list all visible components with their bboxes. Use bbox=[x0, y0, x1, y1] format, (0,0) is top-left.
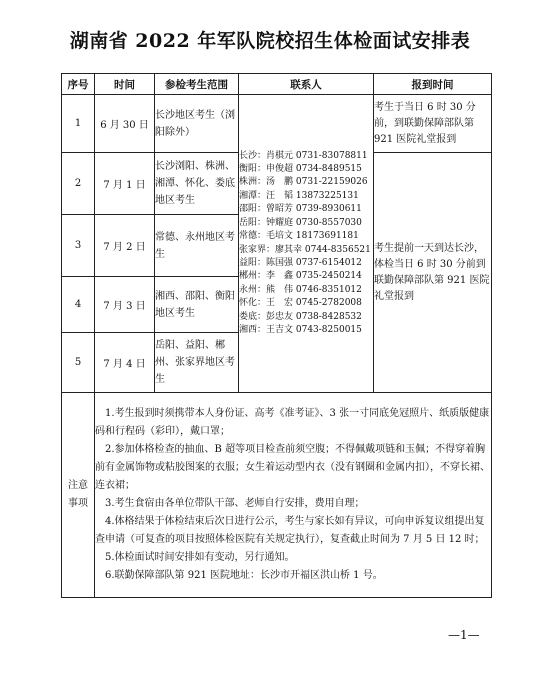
note-item: 4.体格结果于体检结束后次日进行公示，考生与家长如有异议，可向申诉复议组提出复查申请（可复查的项目按照体检医院有关规定执行），复查截止时间为 7 月 5 日 12 时； bbox=[95, 516, 485, 545]
page-number: —1— bbox=[448, 628, 480, 642]
note-item: 2.参加体格检查的抽血、B 超等项目检查前须空腹；不得佩戴项链和玉佩；不得穿着胸前有金属饰物或粘胶图案的衣服；女生着运动型内衣（没有钢圈和金属内扣），不穿长裙、连衣裙； bbox=[95, 444, 490, 491]
row-scope: 长沙浏阳、株洲、湘潭、怀化、娄底地区考生 bbox=[155, 153, 239, 215]
contact-line: 怀化：王 宏 0745-2782008 bbox=[239, 298, 362, 309]
schedule-table bbox=[61, 73, 492, 598]
row-scope: 湘西、邵阳、衡阳地区考生 bbox=[155, 277, 239, 333]
notes-content bbox=[95, 393, 492, 598]
header-no: 序号 bbox=[62, 74, 95, 95]
contact-line: 益阳：陈国强 0737-6154012 bbox=[239, 257, 362, 268]
row-date: 7 月 4 日 bbox=[95, 333, 155, 393]
page-title: 湖南省 2022 年军队院校招生体检面试安排表 bbox=[69, 30, 471, 52]
notes-label: 注意 事项 bbox=[62, 393, 95, 598]
contact-line: 邵阳：曾昭芳 0739-8930611 bbox=[239, 204, 362, 215]
contacts-cell bbox=[239, 95, 374, 393]
row-date: 7 月 2 日 bbox=[95, 215, 155, 277]
header-scope: 参检考生范围 bbox=[155, 74, 239, 95]
contact-line: 张家界：廖其幸 0744-8356521 bbox=[239, 244, 371, 255]
row-scope: 常德、永州地区考生 bbox=[155, 215, 239, 277]
note-item: 6.联勤保障部队第 921 医院地址：长沙市开福区洪山桥 1 号。 bbox=[105, 570, 383, 581]
report-time-day1: 考生于当日 6 时 30 分前，到联勤保障部队第 921 医院礼堂报到 bbox=[374, 95, 492, 153]
contact-line: 湘潭：汪 韬 13873225131 bbox=[239, 190, 359, 201]
row-no: 3 bbox=[62, 215, 95, 277]
row-scope: 岳阳、益阳、郴州、张家界地区考生 bbox=[155, 333, 239, 393]
header-time: 时间 bbox=[95, 74, 155, 95]
notes-row bbox=[62, 393, 492, 598]
row-no: 4 bbox=[62, 277, 95, 333]
contact-line: 衡阳：申俊超 0734-8489515 bbox=[239, 164, 362, 175]
header-contacts: 联系人 bbox=[239, 74, 374, 95]
contact-line: 株洲：汤 鹏 0731-22159026 bbox=[239, 177, 368, 188]
contact-line: 永州：熊 伟 0746-8351012 bbox=[239, 284, 362, 295]
contact-line: 长沙：肖棋元 0731-83078811 bbox=[239, 150, 368, 161]
report-time-other-days: 考生提前一天到达长沙，体检当日 6 时 30 分前到联勤保障部队第 921 医院礼堂报到 bbox=[374, 153, 492, 393]
table-header-row bbox=[62, 74, 492, 95]
table-row bbox=[62, 95, 492, 153]
row-no: 1 bbox=[62, 95, 95, 153]
row-date: 7 月 3 日 bbox=[95, 277, 155, 333]
row-no: 5 bbox=[62, 333, 95, 393]
contact-line: 郴州：李 鑫 0735-2450214 bbox=[239, 271, 362, 282]
note-item: 5.体检面试时间安排如有变动，另行通知。 bbox=[105, 552, 295, 563]
contact-line: 岳阳：钟耀庭 0730-8557030 bbox=[239, 217, 362, 228]
row-no: 2 bbox=[62, 153, 95, 215]
row-date: 6 月 30 日 bbox=[95, 95, 155, 153]
row-date: 7 月 1 日 bbox=[95, 153, 155, 215]
row-scope: 长沙地区考生（浏阳除外） bbox=[155, 95, 239, 153]
header-report: 报到时间 bbox=[374, 74, 492, 95]
contact-line: 娄底：彭忠友 0738-8428532 bbox=[239, 311, 362, 322]
note-item: 1.考生报到时须携带本人身份证、高考《准考证》、3 张一寸同底免冠照片、纸质版健康码和行程码（彩印），戴口罩； bbox=[95, 408, 490, 437]
contact-line: 湘西：王吉文 0743-8250015 bbox=[239, 324, 362, 335]
contact-line: 常德：毛培文 18173691181 bbox=[239, 231, 359, 242]
note-item: 3.考生食宿由各单位带队干部、老师自行安排，费用自理； bbox=[105, 498, 365, 509]
